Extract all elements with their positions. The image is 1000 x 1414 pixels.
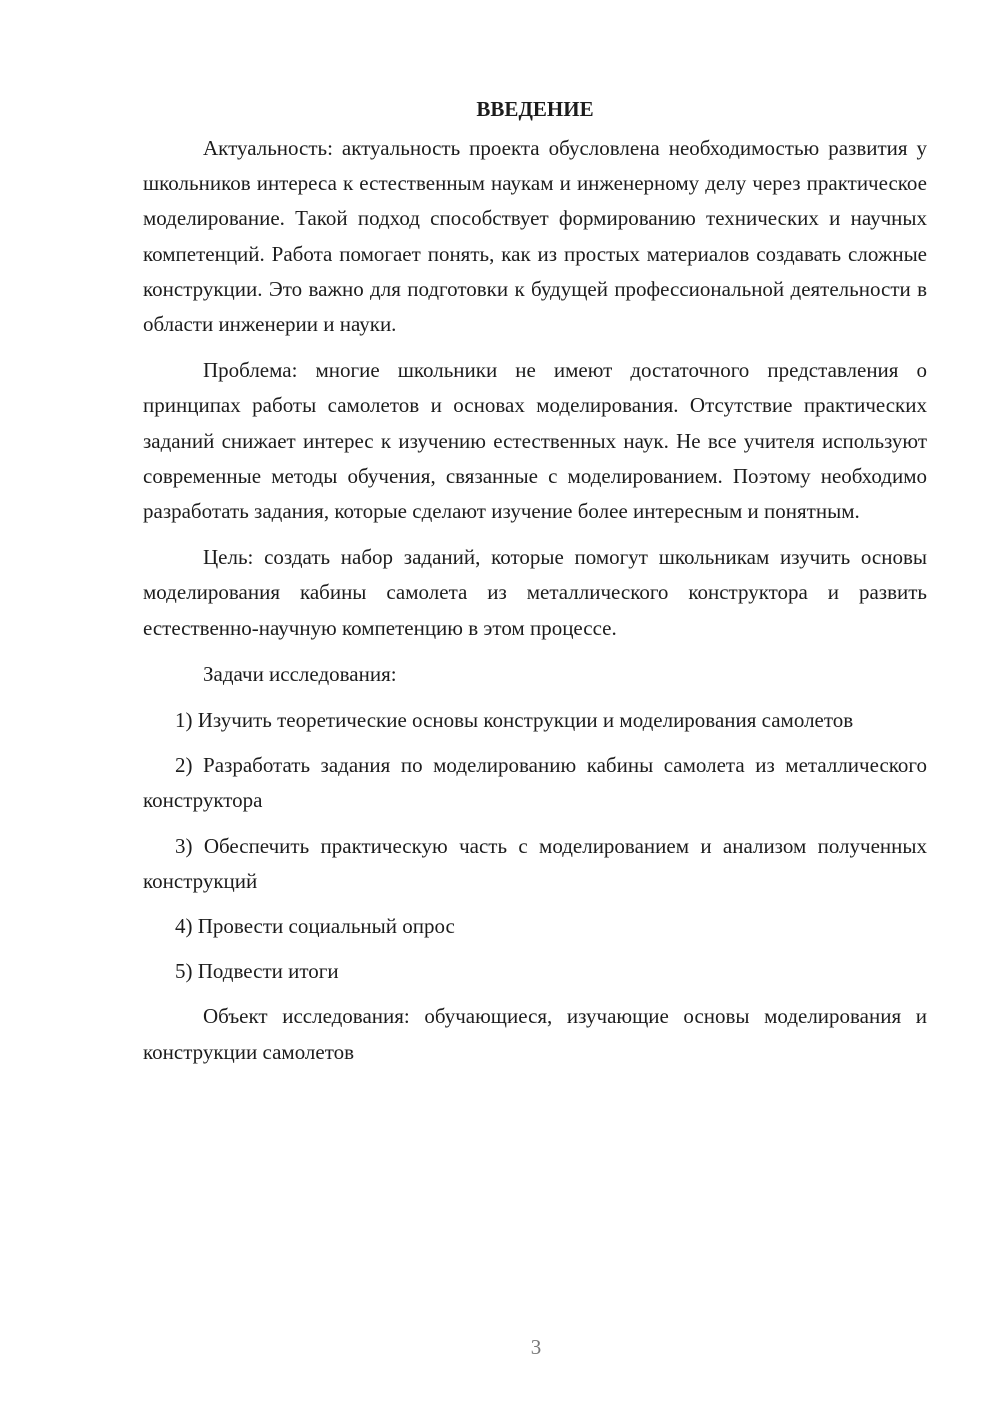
task-item: 4) Провести социальный опрос xyxy=(175,914,455,939)
task-item: 2) Разработать задания по моделированию кабины самолета из металлического конструктора xyxy=(143,753,927,813)
goal-paragraph: Цель: создать набор заданий, которые помогут школьникам изучить основы моделирования кабины самолета из металлического конструктора и развить естественно-научную компетенцию в этом процессе. xyxy=(143,545,927,640)
section-title: ВВЕДЕНИЕ xyxy=(476,97,594,121)
tasks-heading: Задачи исследования: xyxy=(203,661,397,686)
page-body xyxy=(143,92,927,1081)
task-item: 1) Изучить теоретические основы конструкции и моделирования самолетов xyxy=(175,708,854,733)
problem-paragraph: Проблема: многие школьники не имеют достаточного представления о принципах работы самолетов и основах моделирования. Отсутствие практических заданий снижает интерес к изучению естественных наук. Не все учителя используют современные методы обучения, связанные с моделированием. Поэтому необходимо разработать задания, которые сделают изучение более интересным и понятным. xyxy=(143,358,927,524)
relevance-paragraph: Актуальность: актуальность проекта обусловлена необходимостью развития у школьников интереса к естественным наукам и инженерному делу через практическое моделирование. Такой подход способствует формированию технических и научных компетенций. Работа помогает понять, как из простых материалов создавать сложные конструкции. Это важно для подготовки к будущей профессиональной деятельности в области инженерии и науки. xyxy=(143,136,927,337)
object-paragraph: Объект исследования: обучающиеся, изучающие основы моделирования и конструкции самолетов xyxy=(143,1004,927,1064)
page-number: 3 xyxy=(530,1335,542,1359)
task-item: 3) Обеспечить практическую часть с моделированием и анализом полученных конструкций xyxy=(143,833,927,893)
task-item: 5) Подвести итоги xyxy=(175,959,339,984)
